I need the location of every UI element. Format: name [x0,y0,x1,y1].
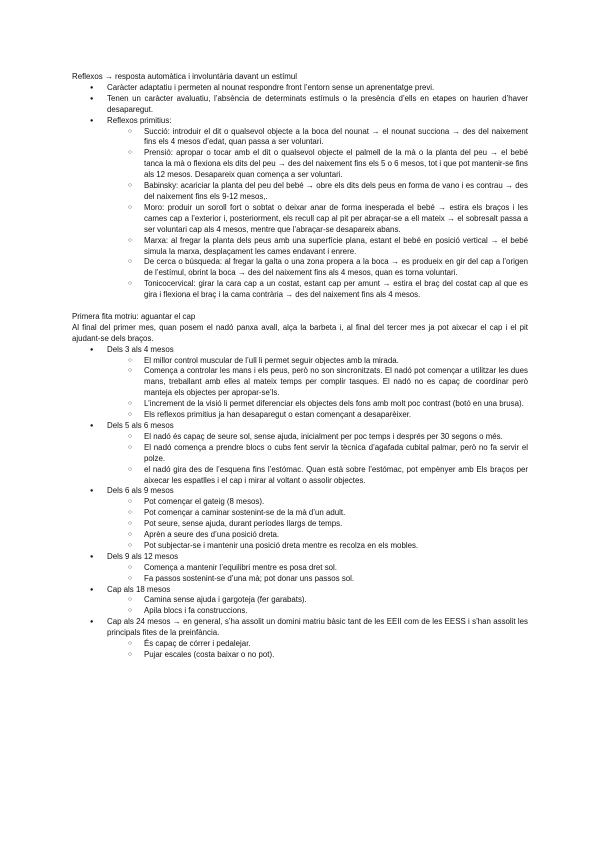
list-item-text: Apila blocs i fa construccions. [144,606,248,616]
stage-label: Cap als 18 mesos [107,584,171,594]
stages-list [72,345,528,661]
stage-sublist [107,432,528,487]
stage-sublist [107,497,528,552]
stage-sublist [107,356,528,421]
list-item [72,356,528,367]
list-item-text: L’increment de la visió li permet diferenciar els objectes dels fons amb molt poc contrast (botó en una brusa). [144,399,524,409]
fita-intro: Al final del primer mes, quan posem el nadó panxa avall, alça la barbeta i, al final del tercer mes ja pot aixecar el cap i el pit ajudant-se dels braços. [72,322,528,343]
stage-item [72,421,528,486]
reflex-tonicocervical: Tonicocervical: girar la cara cap a un costat, estant cap per amunt → estira el braç del costat cap al que es gira i flexiona el braç i la cama contrària → des del naixement fins als 4 mesos. [144,279,528,300]
list-item [72,410,528,421]
primitius-label: Reflexos primitius: [107,115,172,125]
list-item [72,650,528,661]
list-item [72,639,528,650]
list-item [72,148,528,181]
list-item [72,432,528,443]
list-item-text: el nadó gira des de l’esquena fins l’estómac. Quan està sobre l’estómac, pot empènyer amb Els braços per aixecar les espatlles i el cap i mirar al voltant o assolir objectes. [144,464,528,485]
fita-heading: Primera fita motriu: aguantar el cap [72,311,196,321]
reflex-prensio: Prensió: apropar o tocar amb el dit o qualsevol objecte el palmell de la mà o la planta del peu → el bebé tanca la mà o flexiona els dits del peu → des del naixement fins els 5 o 6 mesos, tot i que pot mantenir-se fins als 12 mesos. Desapareix quan comença a ser voluntari. [144,148,528,180]
list-item-text: Comença a mantenir l’equilibri mentre es posa dret sol. [144,562,337,572]
list-item [72,181,528,203]
list-item-text: El nadó és capaç de seure sol, sense ajuda, inicialment per poc temps i després per 30 segons o més. [144,431,503,441]
stage-label: Dels 5 als 6 mesos [107,420,174,430]
list-item [72,465,528,487]
reflex-moro: Moro: produir un soroll fort o sobtat o deixar anar de forma inesperada el bebé → estira els braços i les cames cap a l’exterior i, posteriorment, els recull cap al pit per abraçar-se a ell mateix → el sobresalt passa a ser voluntari cap als 4 mesos, mentre que l’abraçar-se desapareix abans. [144,202,528,234]
stage-item [72,552,528,585]
stage-sublist [107,563,528,585]
list-item [72,94,528,116]
list-item-text: Pot seure, sense ajuda, durant períodes llargs de temps. [144,519,343,529]
section-gap [72,301,528,312]
list-item [72,606,528,617]
stage-sublist [107,595,528,617]
stage-label: Dels 3 als 4 mesos [107,344,174,354]
list-item [72,497,528,508]
stage-item [72,486,528,551]
list-item-text: Aprèn a seure des d’una posició dreta. [144,530,280,540]
list-item [72,563,528,574]
list-item-text: Pot subjectar-se i mantenir una posició dreta mentre es recolza en els mobles. [144,540,419,550]
list-item [72,399,528,410]
list-item [72,530,528,541]
list-item [72,508,528,519]
list-item [72,519,528,530]
list-item-text: Comença a controlar les mans i els peus, però no son sincronitzats. El nadó pot començar a utilitzar les dues mans, treballant amb elles al mateix temps per complir tasques. El nadó no es capaç de coordinar però manteja els objectes per apropar-se’ls. [144,366,528,398]
list-item [72,127,528,149]
list-item [72,236,528,258]
list-item-text: Tenen un caràcter avaluatiu, l’absència de determinats estímuls o la presència d’ells en etapes on haurien d’haver desaparegut. [107,93,528,114]
stage-label: Cap als 24 mesos → en general, s’ha assolit un domini matriu bàsic tant de les EEII com de les EESS i s’han assolit les principals fites de la preinfància. [107,617,528,638]
list-item-text: Caràcter adaptatiu i permeten al nounat respondre front l’entorn sense un aprenentatge previ. [107,82,435,92]
list-item [72,366,528,399]
list-item-text: Els reflexos primitius ja han desaparegut o estan començant a desaparèixer. [144,410,412,420]
list-item-text: El nadó comença a prendre blocs o cubs fent servir la tècnica d’agafada cubital palmar, però no fa servir el polze. [144,442,528,463]
list-item-text: Fa passos sostenint-se d’una mà; pot donar uns passos sol. [144,573,355,583]
stage-label: Dels 6 als 9 mesos [107,486,174,496]
stage-item [72,585,528,618]
list-item [72,203,528,236]
list-item [72,279,528,301]
stage-label: Dels 9 als 12 mesos [107,551,179,561]
reflex-marxa: Marxa: al fregar la planta dels peus amb una superfície plana, estant el bebé en posició vertical → el bebé simula la marxa, desplaçament les cames endavant i enrere. [144,235,528,256]
stage-item [72,345,528,421]
reflex-cerca: De cerca o búsqueda: al fregar la galta o una zona propera a la boca → es produeix en gir del cap a l’origen de l’estímul, obrint la boca → des del naixement fins als 4 mesos, quan es torna voluntari. [144,257,528,278]
list-item-text: És capaç de córrer i pedalejar. [144,639,251,649]
list-item-text: Pujar escales (costa baixar o no pot). [144,650,275,660]
reflex-babinsky: Babinsky: acariciar la planta del peu del bebé → obre els dits dels peus en forma de vano i es contrau → des del naixement fins els 9-12 mesos,. [144,181,528,201]
document-page [72,72,528,661]
reflex-succio: Succió: introduir el dit o qualsevol objecte a la boca del nounat → el nounat succiona → des del naixement fins els 4 mesos d’edat, quan passa a ser voluntari. [144,126,528,147]
list-item [72,257,528,279]
stage-sublist [107,639,528,661]
list-item-text: Pot començar a caminar sostenint-se de la mà d’un adult. [144,508,346,518]
list-item [72,116,528,301]
reflexos-heading: Reflexos → resposta automàtica i involuntària davant un estímul [72,72,297,81]
primitius-list [107,127,528,302]
list-item-text: Pot començar el gateig (8 mesos). [144,497,265,507]
list-item-text: El millor control muscular de l’ull li permet seguir objectes amb la mirada. [144,355,399,365]
list-item [72,443,528,465]
stage-item [72,617,528,661]
list-item [72,595,528,606]
list-item [72,83,528,94]
list-item [72,574,528,585]
list-item [72,541,528,552]
reflexos-list [72,83,528,301]
list-item-text: Camina sense ajuda i gargoteja (fer garabats). [144,595,307,605]
